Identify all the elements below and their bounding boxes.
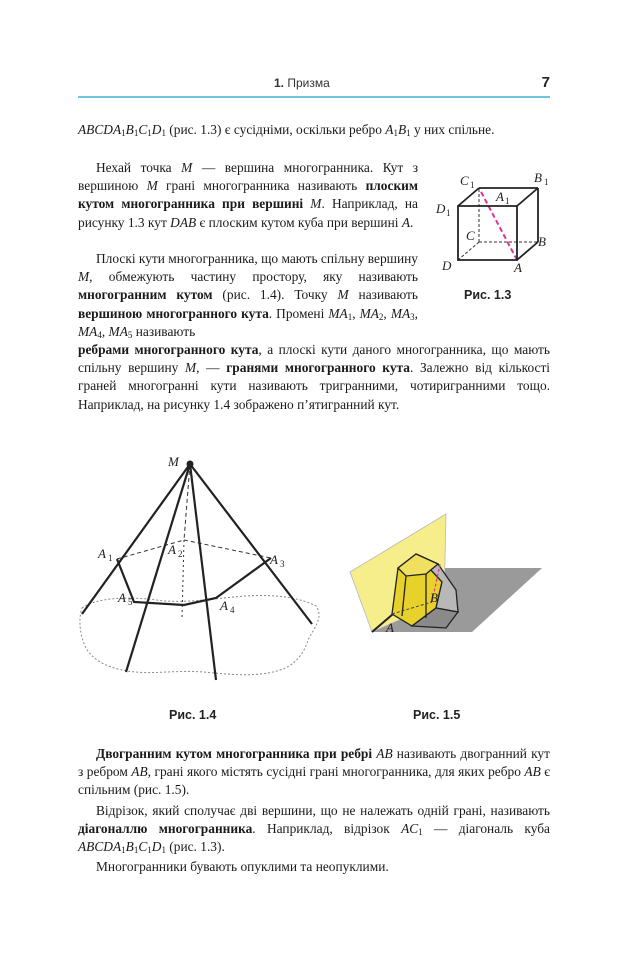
paragraph-2: Плоскі кути многогранника, що мають спільну вершину M, обмежують частину простору, яку називають многогранним кутом (рис. 1.4). Точку M називають вершиною многогранного кута. Промені $MA_1$, $MA_2$, $MA_3$, $MA_4$, $MA_5$ називають bbox=[78, 251, 419, 340]
chapter-title: 1. Призма bbox=[274, 76, 330, 90]
caption-fig-1-5: Рис. 1.5 bbox=[413, 708, 461, 722]
label-d1: D bbox=[436, 201, 446, 216]
label-b1: B bbox=[534, 170, 542, 185]
label-c: C bbox=[466, 228, 475, 243]
figure-1-5 bbox=[346, 508, 546, 638]
svg-text:4: 4 bbox=[230, 605, 235, 615]
label-a3: A bbox=[270, 552, 278, 567]
label-d: D bbox=[442, 258, 452, 273]
paragraph-0: $ABCDA_1B_1C_1D_1$ (рис. 1.3) є сусідніми, оскільки ребро $A_1B_1$ у них спільне. bbox=[78, 122, 495, 138]
svg-text:1: 1 bbox=[505, 196, 510, 206]
label-a1: A bbox=[98, 546, 106, 561]
figure-1-4 bbox=[76, 448, 326, 688]
header-rule bbox=[78, 96, 550, 98]
label-b: B bbox=[538, 234, 546, 249]
page-number: 7 bbox=[541, 74, 550, 91]
label-c1: C bbox=[460, 173, 469, 188]
label-a5: A bbox=[118, 590, 126, 605]
caption-fig-1-4: Рис. 1.4 bbox=[169, 708, 217, 722]
label-a: A bbox=[386, 620, 394, 635]
label-a: A bbox=[514, 260, 522, 275]
svg-text:2: 2 bbox=[178, 549, 183, 559]
label-m: M bbox=[168, 454, 179, 469]
svg-text:1: 1 bbox=[470, 180, 475, 190]
svg-text:1: 1 bbox=[544, 177, 549, 187]
caption-fig-1-3: Рис. 1.3 bbox=[464, 288, 512, 302]
paragraph-3: Двогранним кутом многогранника при ребрі AB називають двогранний кут з ребром AB, грані якого містять сусідні грані многогранника, для яких ребро AB є спільним (рис. 1.5). bbox=[78, 746, 550, 798]
label-a2: A bbox=[168, 542, 176, 557]
svg-text:1: 1 bbox=[446, 208, 451, 218]
label-b: B bbox=[430, 590, 438, 605]
label-a4: A bbox=[220, 598, 228, 613]
paragraph-2-continued: ребрами многогранного кута, а плоскі кути даного многогранника, що мають спільну вершину M, — гранями многогранного кута. Залежно від кількості граней многогранні кути називають тригранними, чотиригранними тощо. Наприклад, на рисунку 1.4 зображено п’ятигранний кут. bbox=[78, 342, 551, 412]
figure-1-3 bbox=[428, 166, 558, 278]
paragraph-1: Нехай точка M — вершина многогранника. Кут з вершиною M грані многогранника називають плоским кутом многогранника при вершині M. Наприклад, на рисунку 1.3 кут DAB є плоским кутом куба при вершині A. bbox=[78, 160, 418, 230]
svg-text:5: 5 bbox=[128, 597, 133, 607]
label-a1: A bbox=[496, 189, 504, 204]
svg-text:3: 3 bbox=[280, 559, 285, 569]
paragraph-5: Многогранники бувають опуклими та неопуклими. bbox=[96, 859, 389, 874]
running-header bbox=[78, 76, 550, 98]
svg-text:1: 1 bbox=[108, 553, 113, 563]
paragraph-4: Відрізок, який сполучає дві вершини, що не належать одній грані, називають діагоналлю многогранника. Наприклад, відрізок $AC_1$ — діагональ куба $ABCDA_1B_1C_1D_1$ (рис. 1.3). bbox=[78, 803, 550, 856]
